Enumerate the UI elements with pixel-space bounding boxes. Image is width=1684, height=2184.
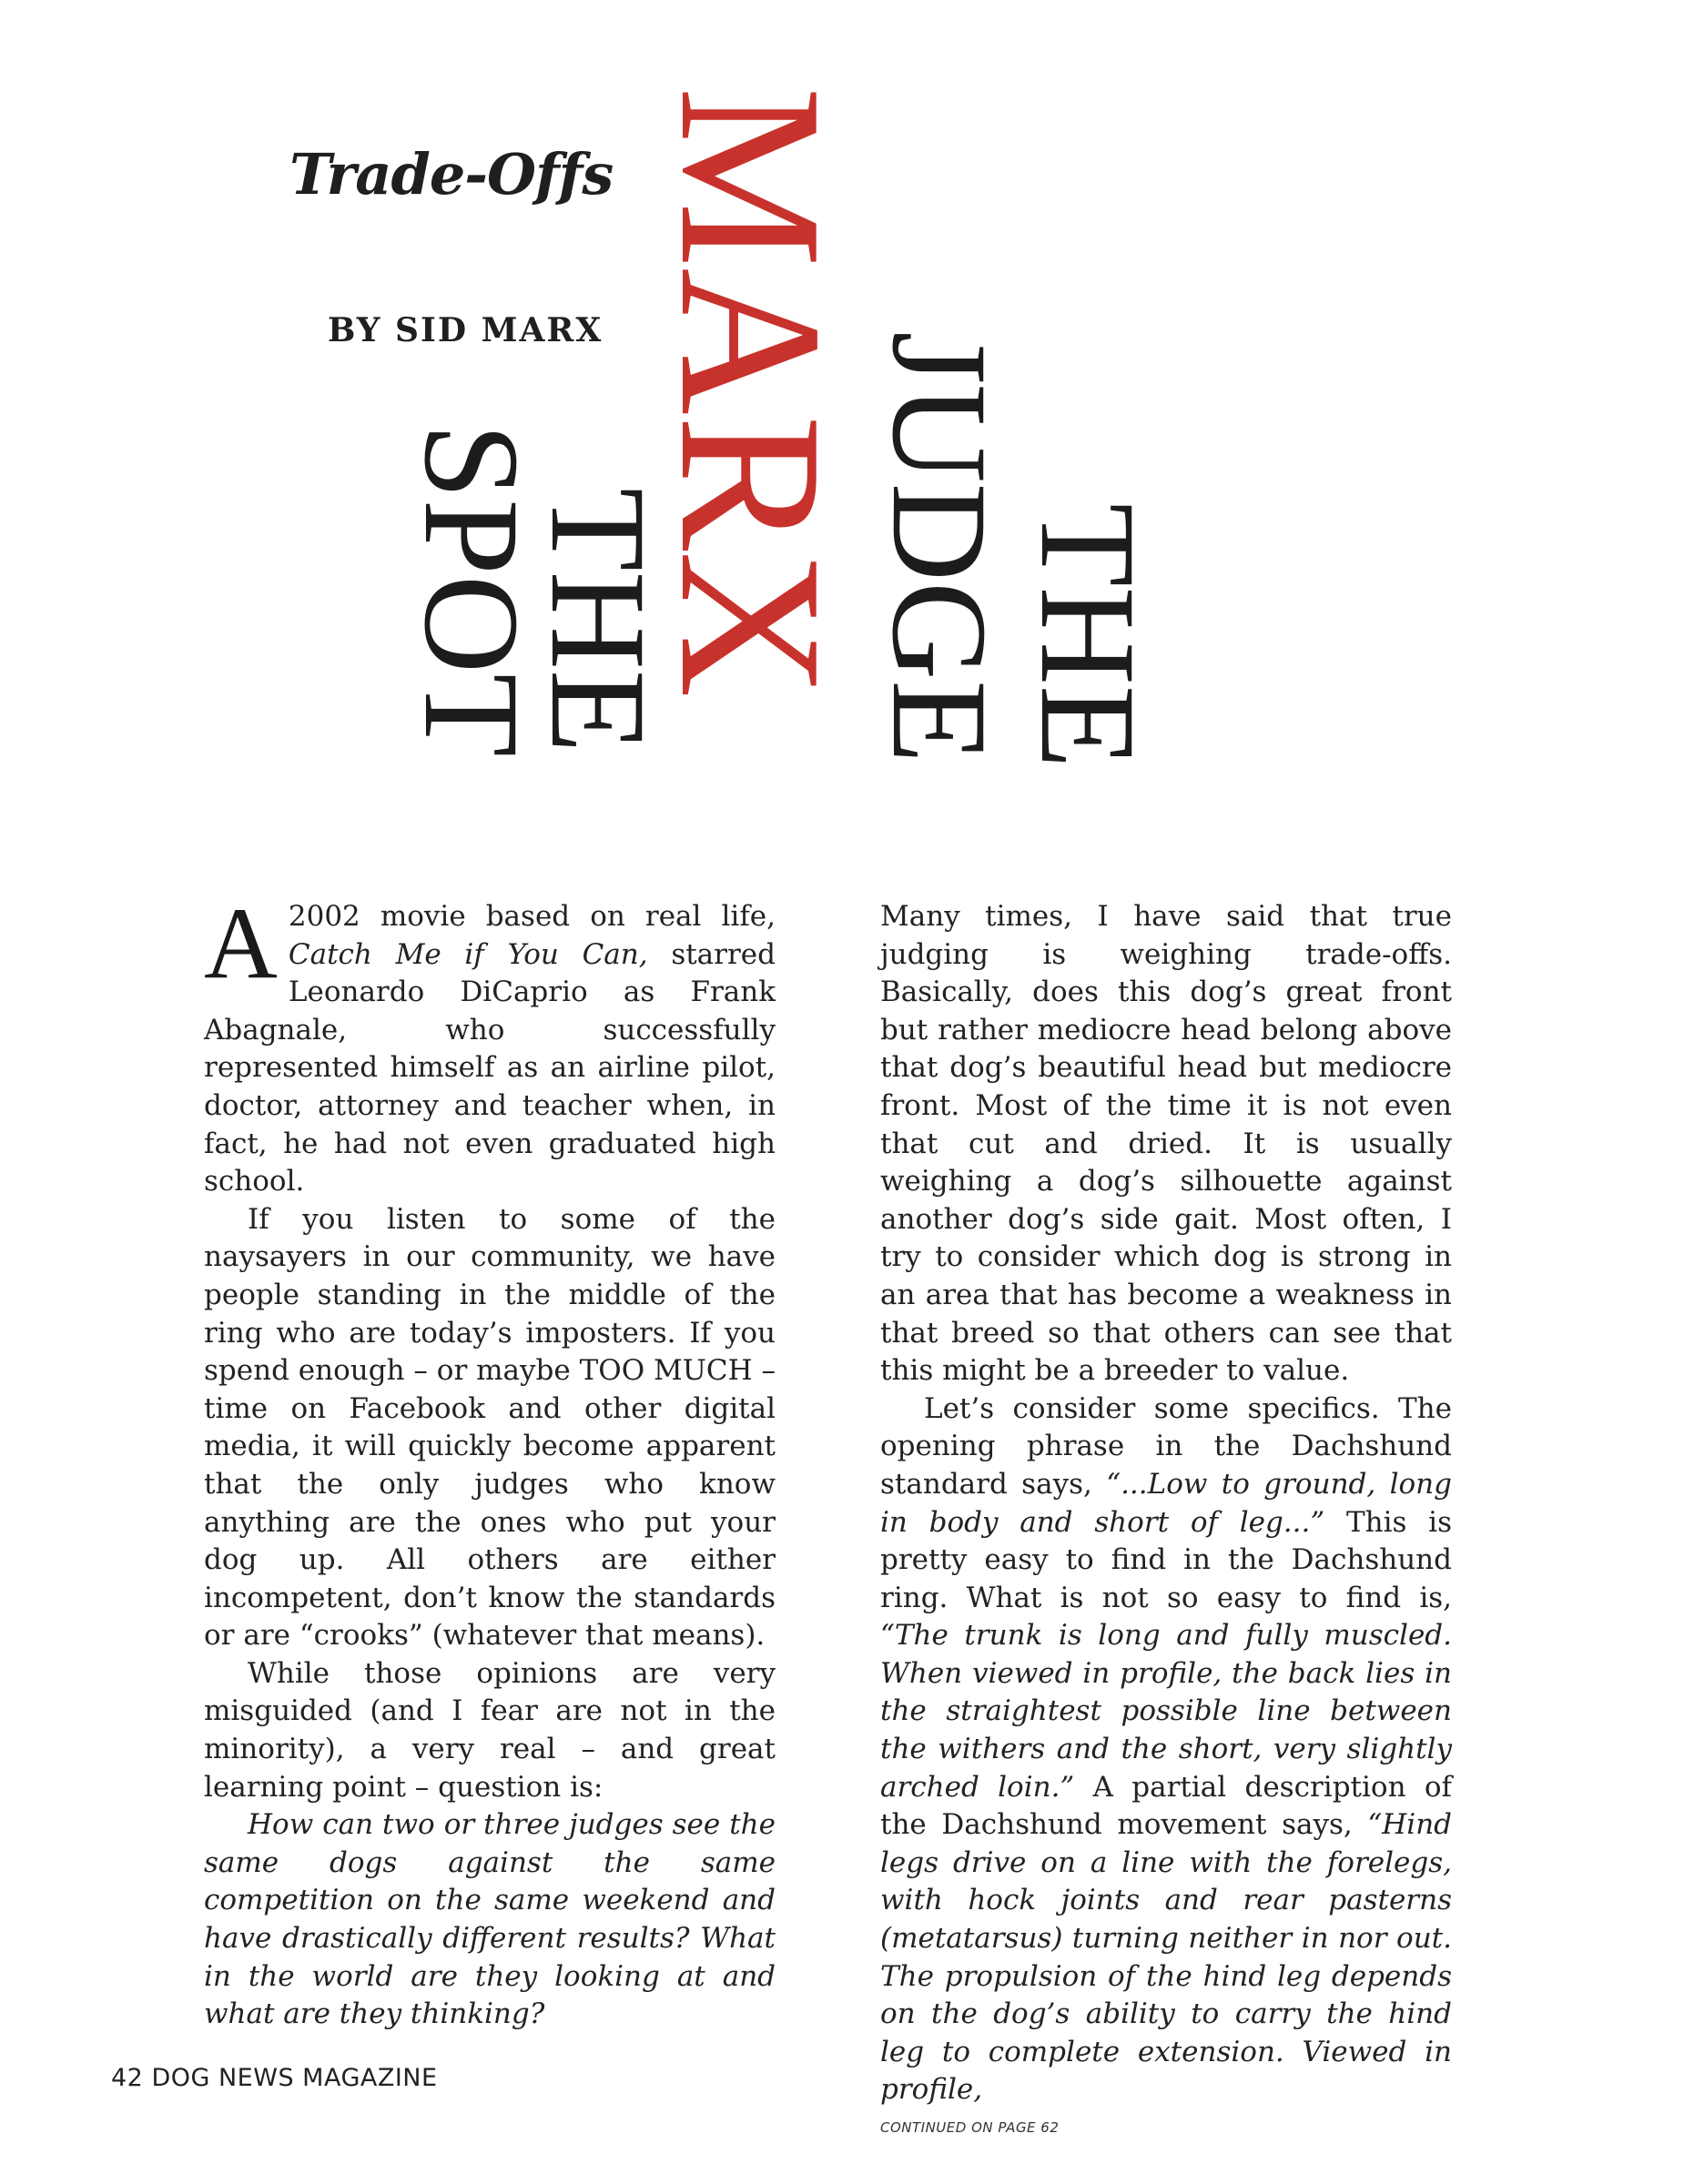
article-byline: BY SID MARX	[328, 311, 604, 349]
title-word-the-2: THE	[522, 488, 674, 753]
article-paragraph-1: A 2002 movie based on real life, Catch Me if You Can, starred Leonardo DiCaprio as Frank Abagnale, who successfully represented himself as an airline pilot, doctor, attorney and teacher when, in fact, he had not even graduated high school.	[204, 887, 776, 1198]
continued-note: CONTINUED ON PAGE 62	[880, 2119, 1060, 2136]
article-paragraph-2: If you listen to some of the naysayers in our community, we have people standing in the middle of the ring who are today’s imposters. If you spend enough – or maybe TOO MUCH – time on Facebook and other digital media, it will quickly become apparent that the only judges who know anything are the ones who put your dog up. All others are either incompetent, don’t know the standards or are “crooks” (whatever that means).	[204, 1202, 776, 1653]
title-word-marx: MARX	[638, 86, 864, 699]
title-word-judge: JUDGE	[864, 331, 1015, 763]
title-word-the-1: THE	[1012, 503, 1163, 769]
article-subtitle: Trade-Offs	[289, 141, 614, 207]
article-paragraph-5-continued: Many times, I have said that true judging is weighing trade-offs. Basically, does this dog’s great front but rather mediocre head belong above that dog’s beautiful head but mediocre front. Most of the time it is not even that cut and dried. It is usually weighing a dog’s silhouette against another dog’s side gait. Most often, I try to consider which dog is strong in an area that has become a weakness in that breed so that others can see that this might be a breeder to value.	[880, 900, 1452, 1388]
article-paragraph-4: How can two or three judges see the same dogs against the same competition on the same weekend and have drastically different results? What in the world are they looking at and what are they thinking?	[204, 1808, 776, 2031]
page-footer: 42 DOG NEWS MAGAZINE	[111, 2064, 438, 2092]
drop-cap: A	[204, 887, 278, 1000]
article-column-left	[204, 887, 776, 2034]
article-paragraph-3: While those opinions are very misguided (and I fear are not in the minority), a very real – and great learning point – question is:	[204, 1656, 776, 1804]
article-column-right	[880, 898, 1452, 2137]
title-word-spot: SPOT	[396, 423, 547, 757]
article-paragraph-6: Let’s consider some specifics. The opening phrase in the Dachshund standard says, “...Low to ground, long in body and short of leg...” This is pretty easy to find in the Dachshund ring. What is not so easy to find is, “The trunk is long and fully muscled. When viewed in profile, the back lies in the straightest possible line between the withers and the short, very slightly arched loin.” A partial description of the Dachshund movement says, “Hind legs drive on a line with the forelegs, with hock joints and rear pasterns (metatarsus) turning neither in nor out. The propulsion of the hind leg depends on the dog’s ability to carry the hind leg to complete extension. Viewed in profile,	[880, 1391, 1452, 2107]
